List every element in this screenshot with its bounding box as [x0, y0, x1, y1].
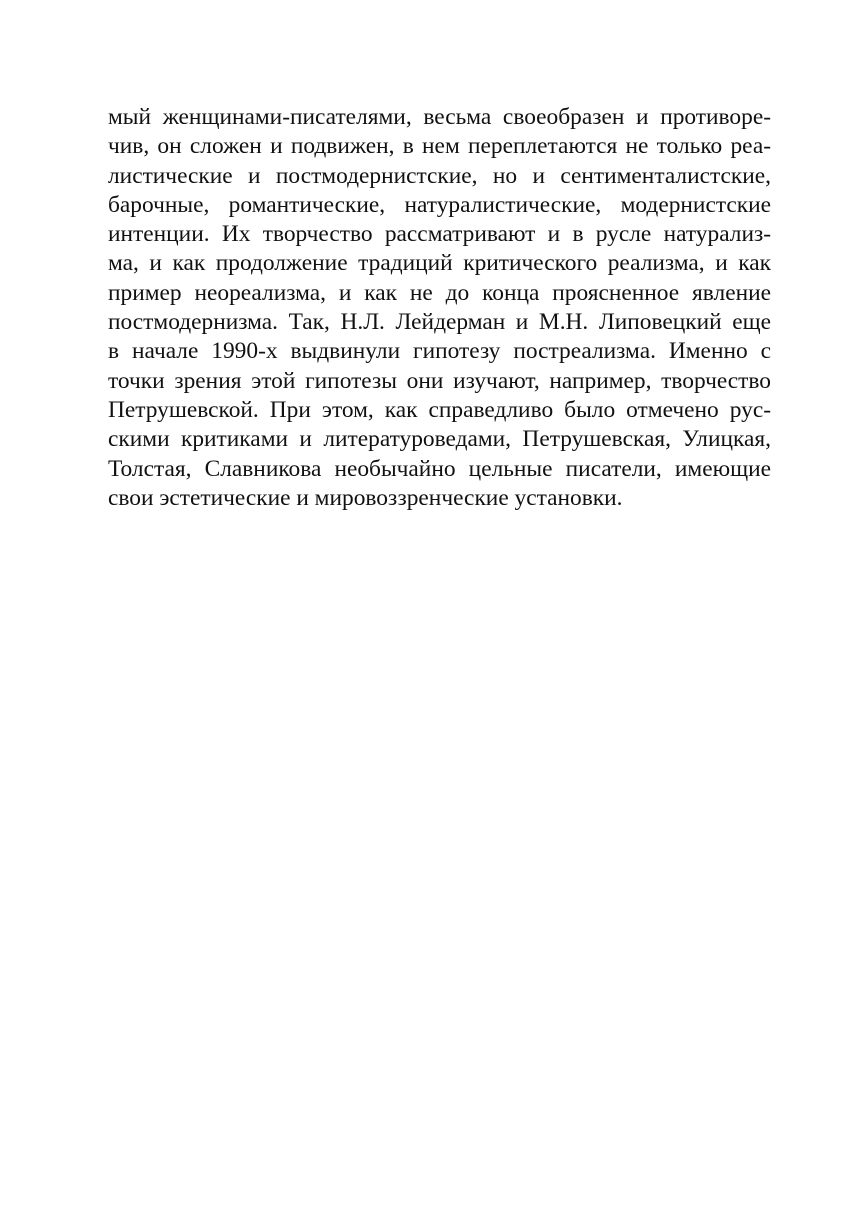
paragraph-line: ма, и как продолжение традиций критического реализма, и как [108, 250, 771, 277]
paragraph-line: свои эстетические и мировоззренческие установки. [108, 484, 623, 511]
paragraph-line: мый женщинами-писателями, весьма своеобразен и противоре- [108, 104, 771, 130]
paragraph-line: в начале 1990-х выдвинули гипотезу постреализма. Именно с [108, 338, 771, 365]
paragraph-line: листические и постмодернистские, но и сентименталистские, [108, 162, 771, 189]
paragraph-line: точки зрения этой гипотезы они изучают, например, творчество [108, 367, 771, 394]
paragraph-line: барочные, романтические, натуралистические, модернистские [108, 191, 771, 218]
paragraph-line: пример неореализма, и как не до конца проясненное явление [108, 279, 771, 306]
paragraph-line: постмодернизма. Так, Н.Л. Лейдерман и М.Н. Липовецкий еще [108, 309, 771, 336]
paragraph-line: Петрушевской. При этом, как справедливо было отмечено рус- [108, 396, 771, 423]
paragraph-line: Толстая, Славникова необычайно цельные писатели, имеющие [108, 455, 771, 482]
paragraph-line: интенции. Их творчество рассматривают и в русле натурализ- [108, 221, 771, 248]
paragraph-line: скими критиками и литературоведами, Петрушевская, Улицкая, [108, 426, 771, 453]
paragraph-line: чив, он сложен и подвижен, в нем переплетаются не только реа- [108, 133, 771, 160]
body-paragraph [108, 103, 771, 513]
